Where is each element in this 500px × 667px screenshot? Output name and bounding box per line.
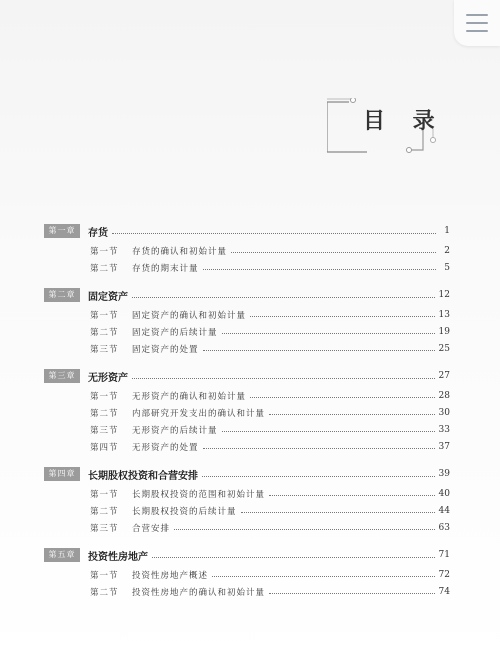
chapter-badge: 第四章 <box>44 467 80 481</box>
section-entry[interactable] <box>44 438 450 455</box>
chapter-title: 无形资产 <box>88 372 128 384</box>
section-label: 第二节 <box>90 327 119 338</box>
dot-leader <box>250 316 435 317</box>
dot-leader <box>152 557 435 558</box>
section-title: 固定资产的确认和初始计量 <box>132 310 247 321</box>
dot-leader <box>222 431 435 432</box>
section-entry[interactable] <box>44 242 450 259</box>
section-label: 第三节 <box>90 344 119 355</box>
page-number: 28 <box>438 390 450 401</box>
section-entry[interactable] <box>44 519 450 536</box>
section-entry[interactable] <box>44 340 450 357</box>
page-number: 33 <box>438 424 450 435</box>
section-title: 内部研究开发支出的确认和计量 <box>132 408 266 419</box>
section-entry[interactable] <box>44 485 450 502</box>
section-label: 第四节 <box>90 442 119 453</box>
section-label: 第二节 <box>90 408 119 419</box>
section-title: 无形资产的后续计量 <box>132 425 218 436</box>
dot-leader <box>269 495 435 496</box>
section-title: 无形资产的处置 <box>132 442 199 453</box>
section-entry[interactable] <box>44 421 450 438</box>
dot-leader <box>241 512 435 513</box>
page-number: 12 <box>438 290 450 300</box>
section-title: 合营安排 <box>132 523 171 534</box>
chapter-title: 长期股权投资和合营安排 <box>88 470 198 482</box>
section-title: 存货的期末计量 <box>132 263 199 274</box>
page-number: 19 <box>438 326 450 337</box>
page-number: 27 <box>438 371 450 381</box>
dot-leader <box>112 233 436 234</box>
chapter-badge: 第三章 <box>44 369 80 383</box>
section-label: 第三节 <box>90 523 119 534</box>
menu-bar <box>466 14 488 16</box>
section-title: 长期股权投资的后续计量 <box>132 506 237 517</box>
title-frame <box>327 98 445 154</box>
section-entry[interactable] <box>44 259 450 276</box>
section-title: 投资性房地产的确认和初始计量 <box>132 587 266 598</box>
section-title: 存货的确认和初始计量 <box>132 246 228 257</box>
dot-leader <box>250 397 435 398</box>
dot-leader <box>269 593 435 594</box>
dot-leader <box>202 476 435 477</box>
toc-chapter <box>44 365 450 455</box>
chapter-entry[interactable] <box>44 284 450 306</box>
section-entry[interactable] <box>44 387 450 404</box>
section-label: 第二节 <box>90 263 119 274</box>
chapter-entry[interactable] <box>44 463 450 485</box>
section-title: 无形资产的确认和初始计量 <box>132 391 247 402</box>
page-number: 63 <box>438 522 450 533</box>
section-label: 第一节 <box>90 391 119 402</box>
dot-leader <box>231 252 436 253</box>
dot-leader <box>203 269 436 270</box>
page-number: 72 <box>438 569 450 580</box>
section-label: 第二节 <box>90 587 119 598</box>
section-entry[interactable] <box>44 323 450 340</box>
section-title: 投资性房地产概述 <box>132 570 209 581</box>
chapter-badge: 第二章 <box>44 288 80 302</box>
section-label: 第一节 <box>90 310 119 321</box>
page-number: 39 <box>438 469 450 479</box>
page-number: 30 <box>438 407 450 418</box>
chapter-title: 存货 <box>88 227 108 239</box>
page-number: 37 <box>438 441 450 452</box>
page-number: 40 <box>438 488 450 499</box>
page-number: 44 <box>438 505 450 516</box>
section-entry[interactable] <box>44 502 450 519</box>
section-title: 长期股权投资的范围和初始计量 <box>132 489 266 500</box>
section-label: 第二节 <box>90 506 119 517</box>
toc-chapter <box>44 463 450 536</box>
chapter-entry[interactable] <box>44 365 450 387</box>
page-number: 2 <box>444 245 450 256</box>
dot-leader <box>203 448 435 449</box>
dot-leader <box>174 529 435 530</box>
section-title: 固定资产的处置 <box>132 344 199 355</box>
page-title: 目 录 <box>363 108 445 134</box>
page-number: 5 <box>444 262 450 273</box>
chapter-title: 固定资产 <box>88 291 128 303</box>
page-number: 25 <box>438 343 450 354</box>
table-of-contents <box>44 220 450 608</box>
section-entry[interactable] <box>44 566 450 583</box>
section-entry[interactable] <box>44 306 450 323</box>
chapter-badge: 第五章 <box>44 548 80 562</box>
toc-chapter <box>44 284 450 357</box>
toc-chapter <box>44 220 450 276</box>
section-label: 第一节 <box>90 489 119 500</box>
section-entry[interactable] <box>44 404 450 421</box>
dot-leader <box>132 297 435 298</box>
chapter-entry[interactable] <box>44 220 450 242</box>
menu-bar <box>466 30 488 32</box>
page-number: 74 <box>438 586 450 597</box>
dot-leader <box>269 414 435 415</box>
chapter-badge: 第一章 <box>44 224 80 238</box>
chapter-entry[interactable] <box>44 544 450 566</box>
page-number: 71 <box>438 550 450 560</box>
dot-leader <box>203 350 435 351</box>
dot-leader <box>212 576 435 577</box>
menu-icon[interactable] <box>454 0 500 46</box>
dot-leader <box>132 378 435 379</box>
page-number: 13 <box>438 309 450 320</box>
menu-bar <box>466 22 488 24</box>
page-number: 1 <box>444 226 450 236</box>
section-label: 第一节 <box>90 246 119 257</box>
section-entry[interactable] <box>44 583 450 600</box>
section-title: 固定资产的后续计量 <box>132 327 218 338</box>
section-label: 第三节 <box>90 425 119 436</box>
chapter-title: 投资性房地产 <box>88 551 148 563</box>
dot-leader <box>222 333 435 334</box>
section-label: 第一节 <box>90 570 119 581</box>
toc-chapter <box>44 544 450 600</box>
